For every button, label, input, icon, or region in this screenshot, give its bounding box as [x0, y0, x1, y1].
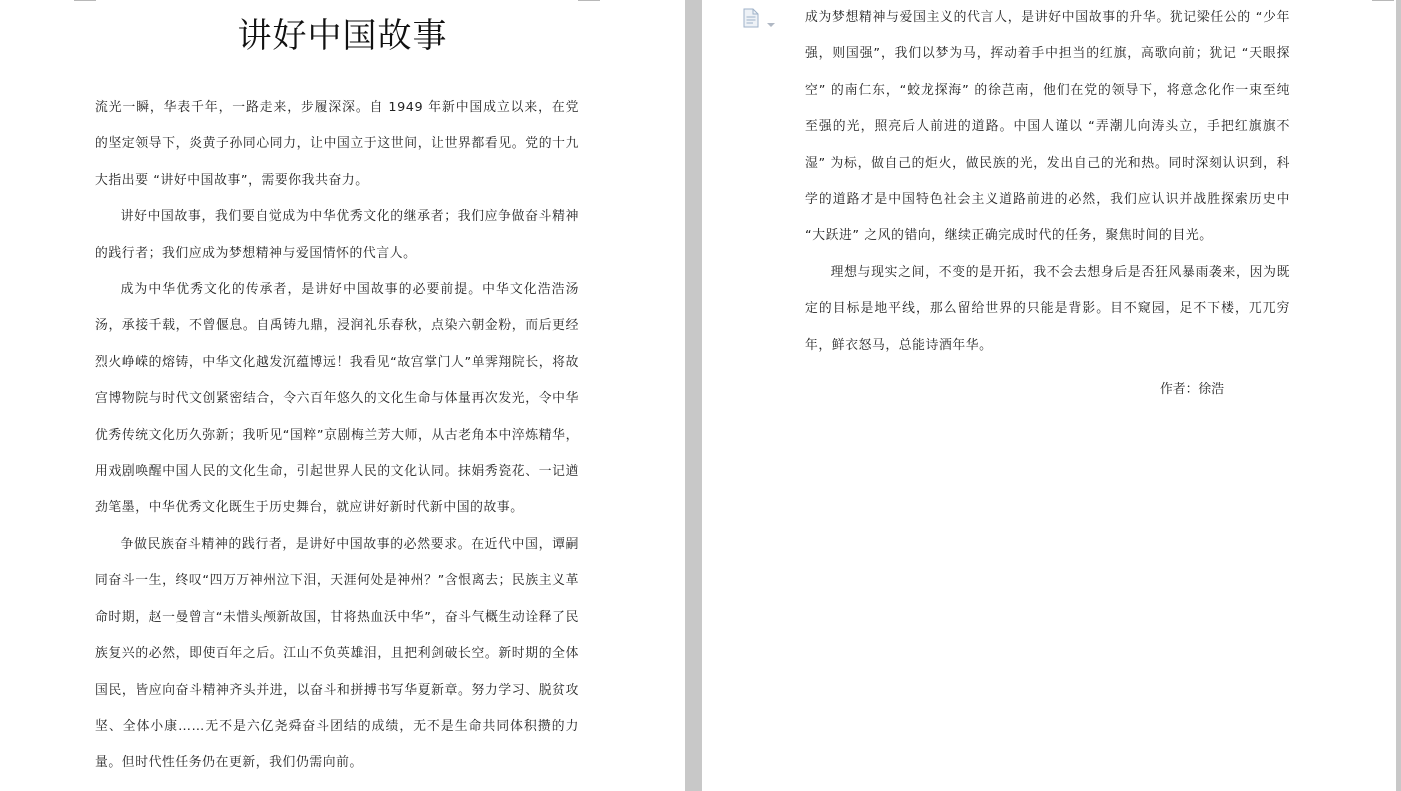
page-gap-right	[1396, 0, 1401, 791]
paragraph: 讲好中国故事，我们要自觉成为中华优秀文化的继承者；我们应争做奋斗精神的践行者；我们应成为梦想精神与爱国情怀的代言人。	[95, 209, 579, 261]
paragraph: 成为梦想精神与爱国主义的代言人，是讲好中国故事的升华。犹记梁任公的 “少年强，则国强”，我们以梦为马，挥动着手中担当的红旗，高歌向前；犹记 “天眼探空” 的南仁东，“蛟龙探海” 的徐芑南，他们在党的领导下，将意念化作一束至纯至强的光，照亮后人前进的道路。中国人谨以 “弄潮儿向涛头立，手把红旗旗不湿” 为标，做自己的炬火，做民族的光，发出自己的光和热。同时深刻认识到，科学的道路才是中国特色社会主义道路前进的必然，我们应认识并战胜探索历史中 “大跃进” 之风的错向，继续正确完成时代的任务，聚焦时间的目光。	[805, 10, 1290, 244]
paragraph: 流光一瞬，华表千年，一路走来，步履深深。自 1949 年新中国成立以来，在党的坚定领导下，炎黄子孙同心同力，让中国立于这世间，让世界都看见。党的十九大指出要 “讲好中国故事”，需要你我共奋力。	[95, 100, 579, 188]
author-line: 作者：徐浩	[1160, 382, 1224, 397]
page-corner-mark	[1372, 0, 1394, 1]
document-title: 讲好中国故事	[237, 16, 448, 56]
page-corner-mark	[74, 0, 96, 1]
chevron-down-icon[interactable]	[766, 14, 776, 22]
page-corner-mark	[578, 0, 600, 1]
paragraph: 理想与现实之间，不变的是开拓，我不会去想身后是否狂风暴雨袭来，因为既定的目标是地平线，那么留给世界的只能是背影。目不窥园，足不下楼，兀兀穷年，鲜衣怒马，总能诗酒年华。	[805, 264, 1290, 353]
document-icon[interactable]	[742, 8, 760, 28]
paragraph: 成为中华优秀文化的传承者，是讲好中国故事的必要前提。中华文化浩浩汤汤，承接千载，不曾偃息。自禹铸九鼎，浸润礼乐春秋，点染六朝金粉，而后更经烈火峥嵘的熔铸，中华文化越发沉蕴博远！我看见“故宫掌门人”单霁翔院长，将故宫博物院与时代文创紧密结合，令六百年悠久的文化生命与体量再次发光，令中华优秀传统文化历久弥新；我听见“国粹”京剧梅兰芳大师，从古老角本中淬炼精华，用戏剧唤醒中国人民的文化生命，引起世界人民的文化认同。抹娟秀瓷花、一记遒劲笔墨，中华优秀文化既生于历史舞台，就应讲好新时代新中国的故事。	[95, 282, 579, 516]
page-gap	[685, 0, 702, 791]
page-2-body	[805, 0, 1290, 364]
paragraph: 争做民族奋斗精神的践行者，是讲好中国故事的必然要求。在近代中国，谭嗣同奋斗一生，终叹“四万万神州泣下泪，天涯何处是神州？”含恨离去；民族主义革命时期，赵一曼曾言“未惜头颅新故国，甘将热血沃中华”，奋斗气概生动诠释了民族复兴的必然，即使百年之后。江山不负英雄泪，且把利剑破长空。新时期的全体国民，皆应向奋斗精神齐头并进，以奋斗和拼搏书写华夏新章。努力学习、脱贫攻坚、全体小康……无不是六亿尧舜奋斗团结的成绩，无不是生命共同体积攒的力量。但时代性任务仍在更新，我们仍需向前。	[95, 536, 579, 771]
page-1-body	[95, 90, 579, 782]
